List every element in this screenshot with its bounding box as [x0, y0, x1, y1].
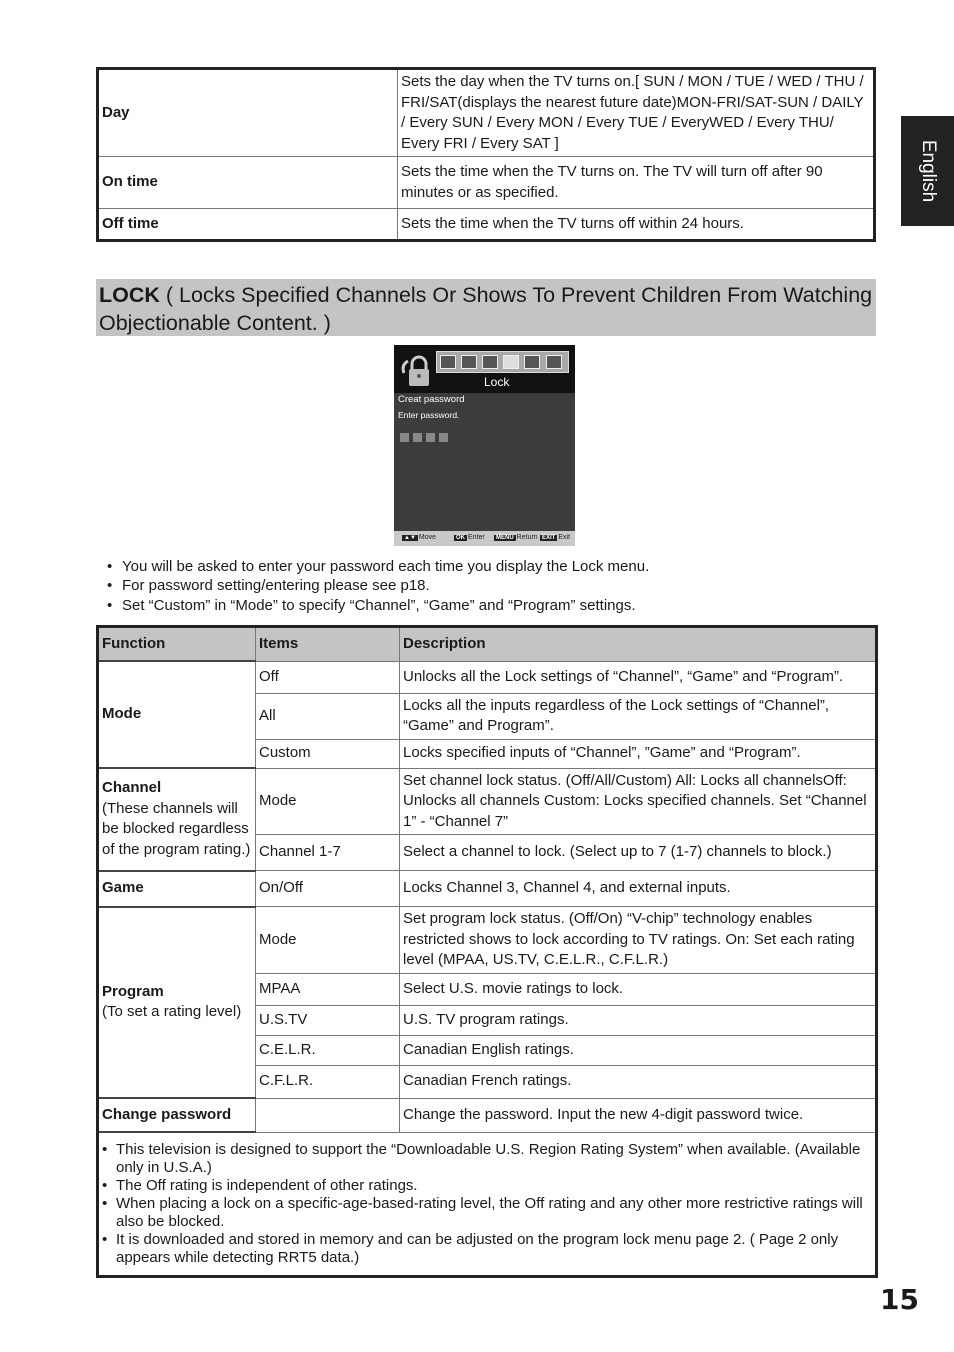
- row-description: Sets the time when the TV turns on. The TV will turn off after 90 minutes or as specified.: [398, 157, 875, 209]
- item-cell: [256, 1098, 400, 1132]
- function-channel: [98, 768, 256, 871]
- language-tab: [901, 116, 954, 226]
- table-row: [98, 157, 875, 209]
- item-cell: C.F.L.R.: [256, 1065, 400, 1098]
- table-row: [98, 661, 877, 693]
- description-cell: Locks all the inputs regardless of the Lock settings of “Channel”, “Game” and Program”.: [400, 693, 877, 739]
- row-description: Sets the time when the TV turns off within 24 hours.: [398, 209, 875, 241]
- setup-icon: [482, 355, 498, 369]
- footer-move: ▲▼ Move: [404, 534, 437, 541]
- lock-tab-icon: [503, 355, 519, 369]
- column-header-items: Items: [256, 627, 400, 662]
- list-item: • The Off rating is independent of other ratings.: [102, 1177, 871, 1195]
- lock-function-table: [96, 625, 878, 1278]
- table-row: [98, 871, 877, 907]
- menu-line-enter-password: Enter password.: [398, 410, 460, 420]
- function-note: (These channels will be blocked regardless of the program rating.): [102, 799, 251, 858]
- padlock-icon: [398, 353, 434, 389]
- column-header-description: Description: [400, 627, 877, 662]
- function-change-password: Change password: [98, 1098, 256, 1132]
- item-cell: U.S.TV: [256, 1005, 400, 1035]
- menu-icon-strip: [436, 351, 569, 373]
- description-cell: Unlocks all the Lock settings of “Channel”, “Game” and “Program”.: [400, 661, 877, 693]
- table-row: [98, 768, 877, 835]
- section-header: [96, 279, 876, 336]
- notes-cell: [98, 1132, 877, 1277]
- picture-icon: [440, 355, 456, 369]
- table-row: [98, 209, 875, 241]
- sound-icon: [461, 355, 477, 369]
- list-item: • When placing a lock on a specific-age-based-rating level, the Off rating and any other more restrictive ratings will also be blocked.: [102, 1195, 871, 1231]
- description-cell: Select U.S. movie ratings to lock.: [400, 973, 877, 1005]
- section-title: LOCK: [99, 283, 160, 307]
- list-item: • You will be asked to enter your password each time you display the Lock menu.: [107, 557, 649, 576]
- menu-footer: [394, 531, 575, 546]
- list-item: • Set “Custom” in “Mode” to specify “Channel”, “Game” and “Program” settings.: [107, 596, 649, 615]
- description-cell: Locks Channel 3, Channel 4, and external inputs.: [400, 871, 877, 907]
- description-cell: Canadian French ratings.: [400, 1065, 877, 1098]
- function-mode: Mode: [98, 661, 256, 768]
- item-cell: Custom: [256, 739, 400, 768]
- footer-exit: EXIT Exit: [542, 534, 571, 541]
- section-subtitle: ( Locks Specified Channels Or Shows To Prevent Children From Watching Objectionable Content. ): [99, 283, 873, 335]
- menu-line-create-password: Creat password: [398, 394, 465, 405]
- page-number: 15: [880, 1283, 919, 1316]
- table-header-row: [98, 627, 877, 662]
- notes-list: [102, 1141, 871, 1267]
- row-description: Sets the day when the TV turns on.[ SUN / MON / TUE / WED / THU / FRI/SAT(displays the nearest future date)MON-FRI/SAT-SUN / DAILY / Every SUN / Every MON / Every TUE / EveryWED / Every THU/ Every FRI / Every SAT ]: [398, 69, 875, 157]
- function-program: [98, 907, 256, 1099]
- description-cell: Canadian English ratings.: [400, 1035, 877, 1065]
- timer-settings-table: [96, 67, 876, 242]
- row-label: Off time: [98, 209, 398, 241]
- item-cell: Channel 1-7: [256, 835, 400, 871]
- item-cell: MPAA: [256, 973, 400, 1005]
- description-cell: Select a channel to lock. (Select up to 7 (1-7) channels to block.): [400, 835, 877, 871]
- lock-menu-screenshot: [394, 345, 575, 546]
- menu-title: Lock: [484, 375, 510, 389]
- list-item: • For password setting/entering please see p18.: [107, 576, 649, 595]
- list-item: • It is downloaded and stored in memory and can be adjusted on the program lock menu page 2. ( Page 2 only appears while detecting RRT5 data.): [102, 1231, 871, 1267]
- lock-notes-list: [107, 557, 649, 615]
- row-label: Day: [98, 69, 398, 157]
- channel-icon: [524, 355, 540, 369]
- item-cell: Off: [256, 661, 400, 693]
- row-label: On time: [98, 157, 398, 209]
- function-game: Game: [98, 871, 256, 907]
- function-note: (To set a rating level): [102, 1003, 242, 1021]
- notes-row: [98, 1132, 877, 1277]
- option-icon: [546, 355, 562, 369]
- item-cell: On/Off: [256, 871, 400, 907]
- description-cell: Set program lock status. (Off/On) “V-chip” technology enables restricted shows to lock according to TV ratings. On: Set each rating level (MPAA, US.TV, C.E.L.R., C.F.L.R.): [400, 907, 877, 974]
- column-header-function: Function: [98, 627, 256, 662]
- description-cell: U.S. TV program ratings.: [400, 1005, 877, 1035]
- table-row: [98, 1098, 877, 1132]
- item-cell: C.E.L.R.: [256, 1035, 400, 1065]
- description-cell: Set channel lock status. (Off/All/Custom) All: Locks all channelsOff: Unlocks all channels Custom: Locks specified channels. Set “Channel 1” - “Channel 7”: [400, 768, 877, 835]
- table-row: [98, 907, 877, 974]
- function-label: Program: [102, 982, 164, 1000]
- list-item: • This television is designed to support the “Downloadable U.S. Region Rating System” when available. (Available only in U.S.A.): [102, 1141, 871, 1177]
- item-cell: Mode: [256, 907, 400, 974]
- password-dots: [400, 429, 452, 447]
- function-label: Channel: [102, 779, 162, 797]
- language-tab-label: English: [917, 139, 939, 203]
- footer-enter: OK Enter: [456, 534, 485, 541]
- table-row: [98, 69, 875, 157]
- description-cell: Locks specified inputs of “Channel”, ”Game” and “Program”.: [400, 739, 877, 768]
- footer-return: MENU Return: [496, 534, 538, 541]
- item-cell: Mode: [256, 768, 400, 835]
- description-cell: Change the password. Input the new 4-digit password twice.: [400, 1098, 877, 1132]
- item-cell: All: [256, 693, 400, 739]
